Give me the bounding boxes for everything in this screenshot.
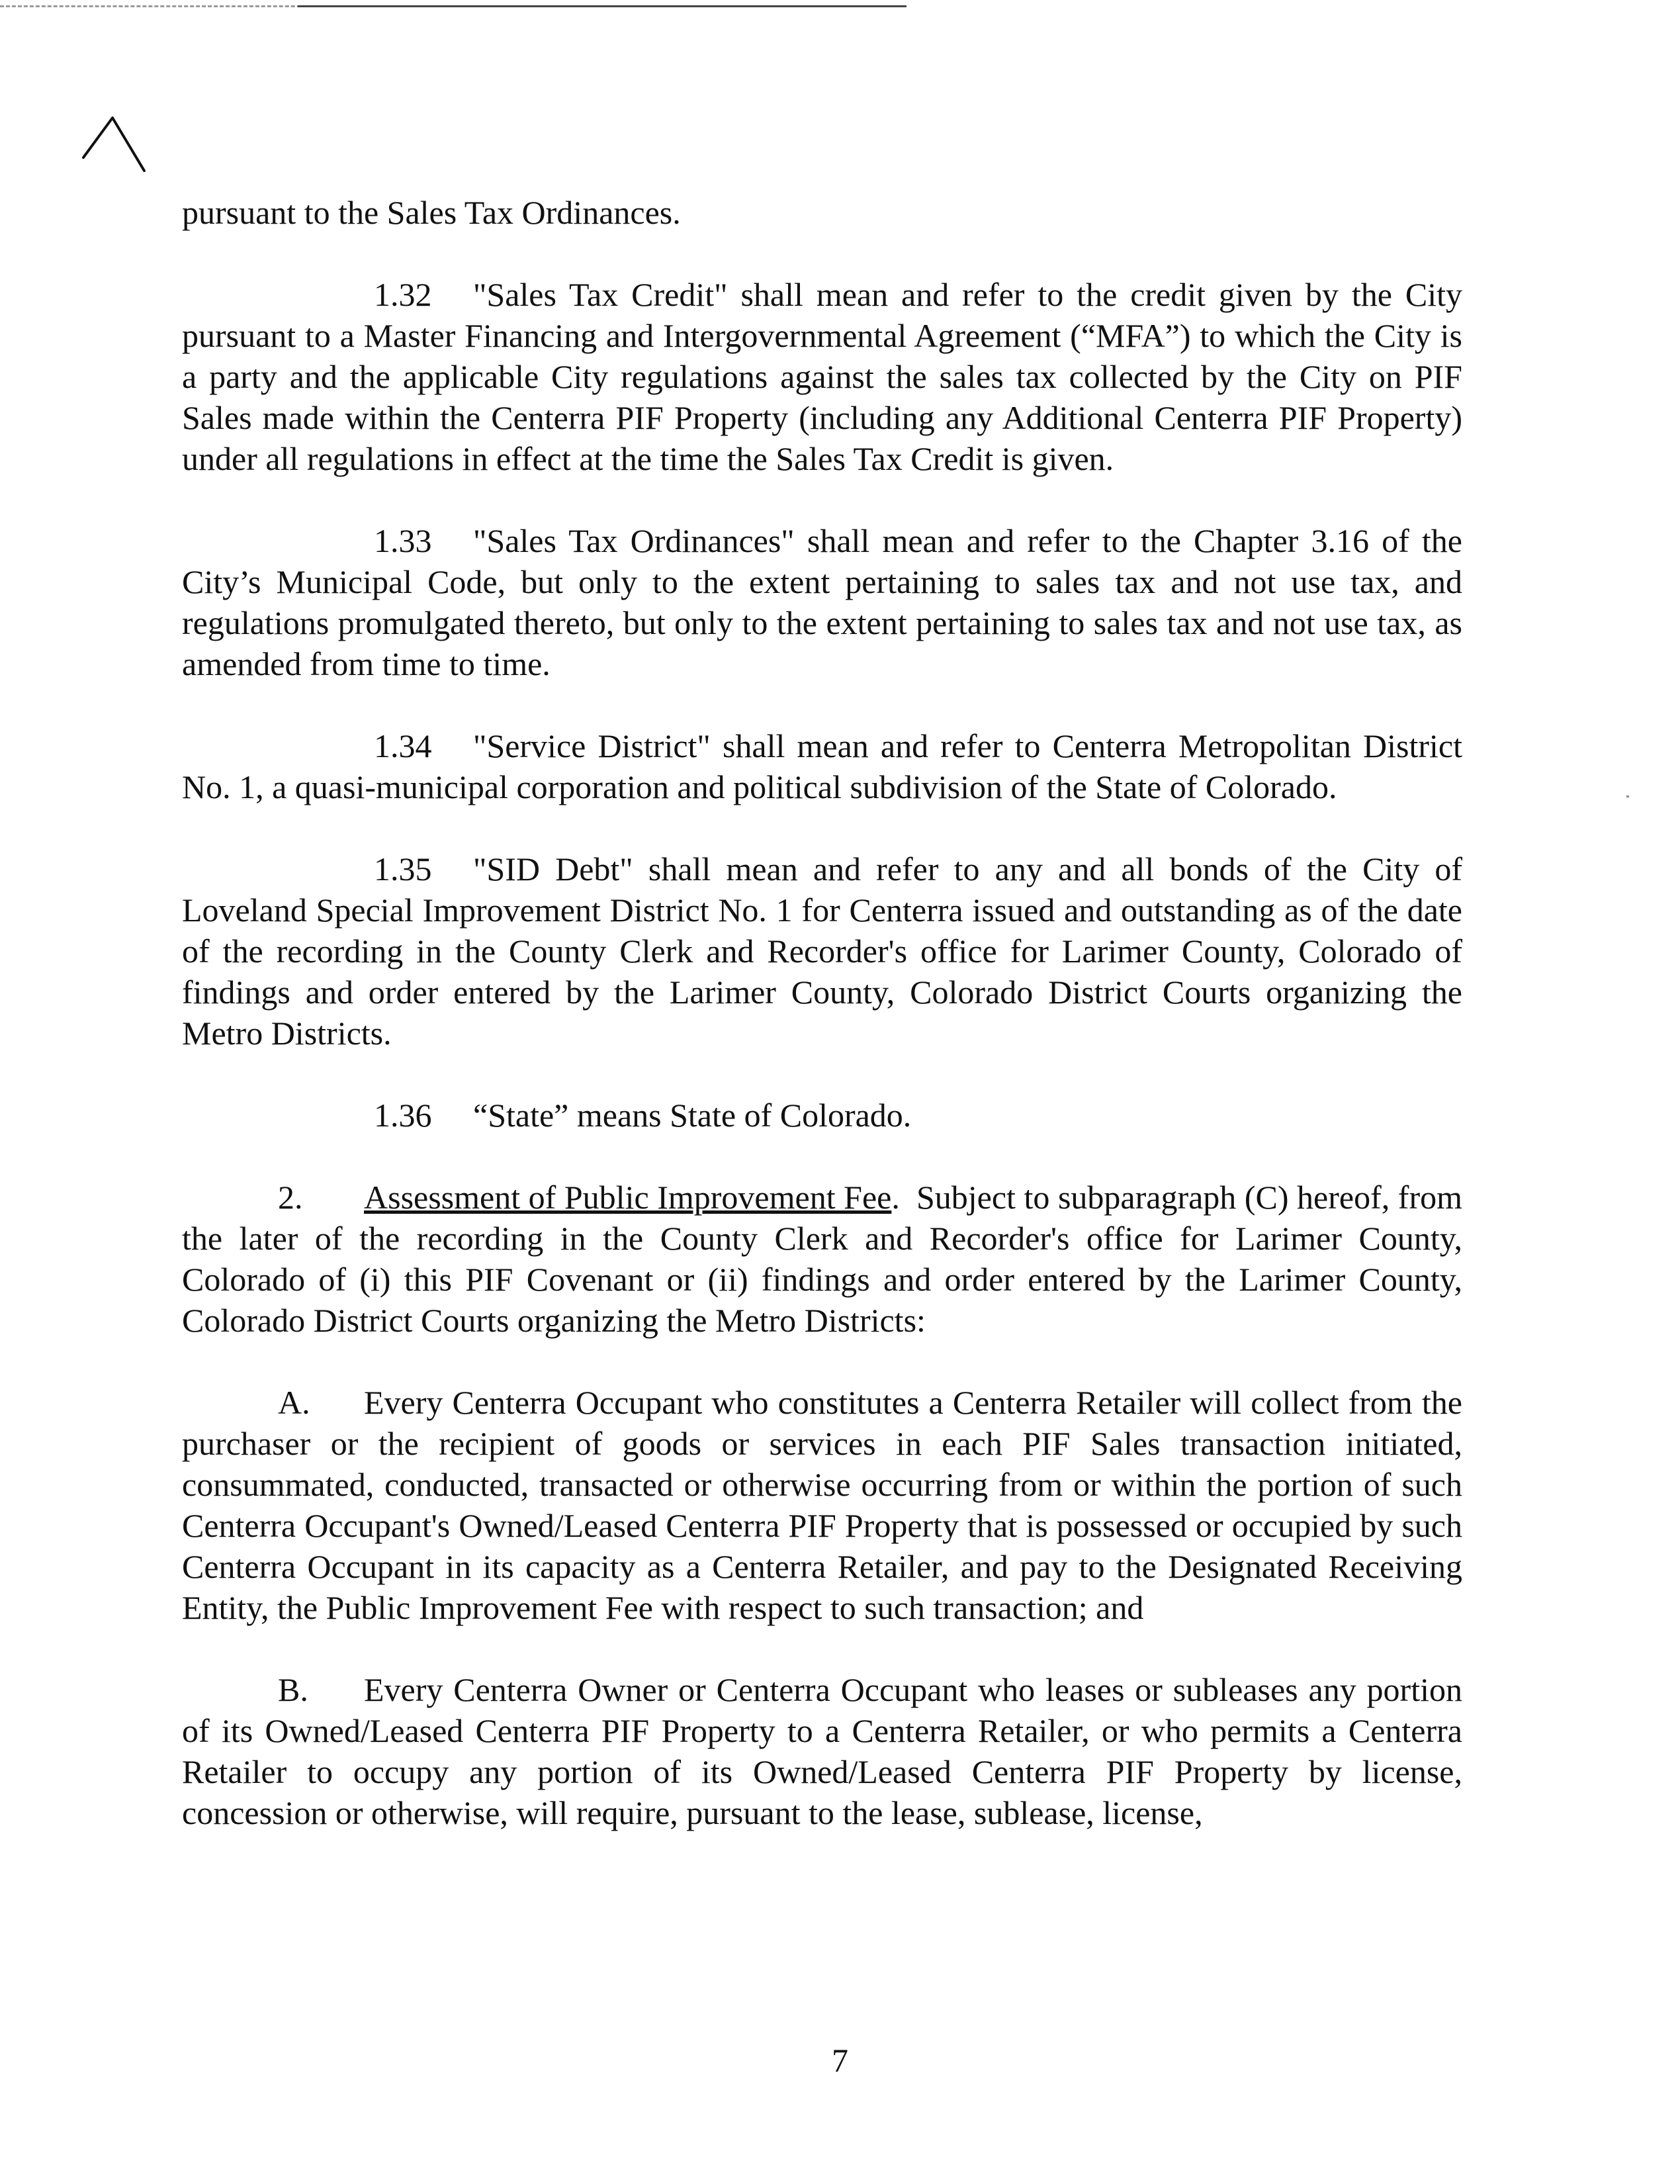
- definition-number: 1.34: [374, 727, 432, 764]
- handwritten-caret-icon: [78, 111, 151, 177]
- definition-number: 1.33: [374, 522, 432, 559]
- definition-text: “State” means State of Colorado.: [473, 1097, 912, 1134]
- definition-1-32: [182, 274, 1462, 479]
- definition-number: 1.32: [374, 276, 432, 313]
- section-text: Subject to subparagraph (C) hereof, from the later of the recording in the County Clerk and Recorder's office for Larimer County, Colorado of (i) this PIF Covenant or (ii) findings and order entered by the Larimer County, Colorado District Courts organizing the Metro Districts:: [182, 1179, 1462, 1339]
- definition-text: "Sales Tax Ordinances" shall mean and refer to the Chapter 3.16 of the City’s Municipal Code, but only to the extent pertaining to sales tax and not use tax, and regulations promulgated thereto, but only to the extent pertaining to sales tax and not use tax, as amended from time to time.: [182, 522, 1462, 682]
- definition-1-34: [182, 725, 1462, 807]
- subparagraph-text: Every Centerra Occupant who constitutes a Centerra Retailer will collect from the purchaser or the recipient of goods or services in each PIF Sales transaction initiated, consummated, conducted, transacted or otherwise occurring from or within the portion of such Centerra Occupant's Owned/Leased Centerra PIF Property that is possessed or occupied by such Centerra Occupant in its capacity as a Centerra Retailer, and pay to the Designated Receiving Entity, the Public Improvement Fee with respect to such transaction; and: [182, 1384, 1462, 1626]
- definition-text: "Sales Tax Credit" shall mean and refer to the credit given by the City pursuant to a Master Financing and Intergovernmental Agreement (“MFA”) to which the City is a party and the applicable City regulations against the sales tax collected by the City on PIF Sales made within the Centerra PIF Property (including any Additional Centerra PIF Property) under all regulations in effect at the time the Sales Tax Credit is given.: [182, 276, 1462, 477]
- document-body: [182, 192, 1462, 1874]
- definition-1-35: [182, 848, 1462, 1054]
- subparagraph-text: Every Centerra Owner or Centerra Occupant who leases or subleases any portion of its Owned/Leased Centerra PIF Property to a Centerra Retailer, or who permits a Centerra Retailer to occupy any portion of its Owned/Leased Centerra PIF Property by license, concession or otherwise, will require, pursuant to the lease, sublease, license,: [182, 1671, 1462, 1831]
- section-number: 2.: [278, 1179, 303, 1216]
- subparagraph-a: [182, 1382, 1462, 1628]
- page-number: 7: [832, 2042, 848, 2079]
- definition-text: "Service District" shall mean and refer to Centerra Metropolitan District No. 1, a quasi-municipal corporation and political subdivision of the State of Colorado.: [182, 727, 1462, 805]
- section-2: [182, 1177, 1462, 1341]
- definition-1-33: [182, 520, 1462, 684]
- scan-top-solid-rule: [298, 5, 906, 7]
- subparagraph-label: A.: [278, 1384, 310, 1421]
- subparagraph-b: [182, 1669, 1462, 1833]
- subparagraph-label: B.: [278, 1671, 308, 1708]
- section-heading: Assessment of Public Improvement Fee: [364, 1179, 892, 1216]
- section-heading-period: .: [891, 1179, 900, 1216]
- opening-line: pursuant to the Sales Tax Ordinances.: [182, 194, 681, 231]
- definition-number: 1.36: [374, 1097, 432, 1134]
- definition-text: "SID Debt" shall mean and refer to any and all bonds of the City of Loveland Special Improvement District No. 1 for Centerra issued and outstanding as of the date of the recording in the County Clerk and Recorder's office for Larimer County, Colorado of findings and order entered by the Larimer County, Colorado District Courts organizing the Metro Districts.: [182, 850, 1462, 1052]
- definition-1-36: [182, 1095, 1462, 1136]
- scan-speck: [1626, 796, 1629, 797]
- definition-number: 1.35: [374, 850, 432, 887]
